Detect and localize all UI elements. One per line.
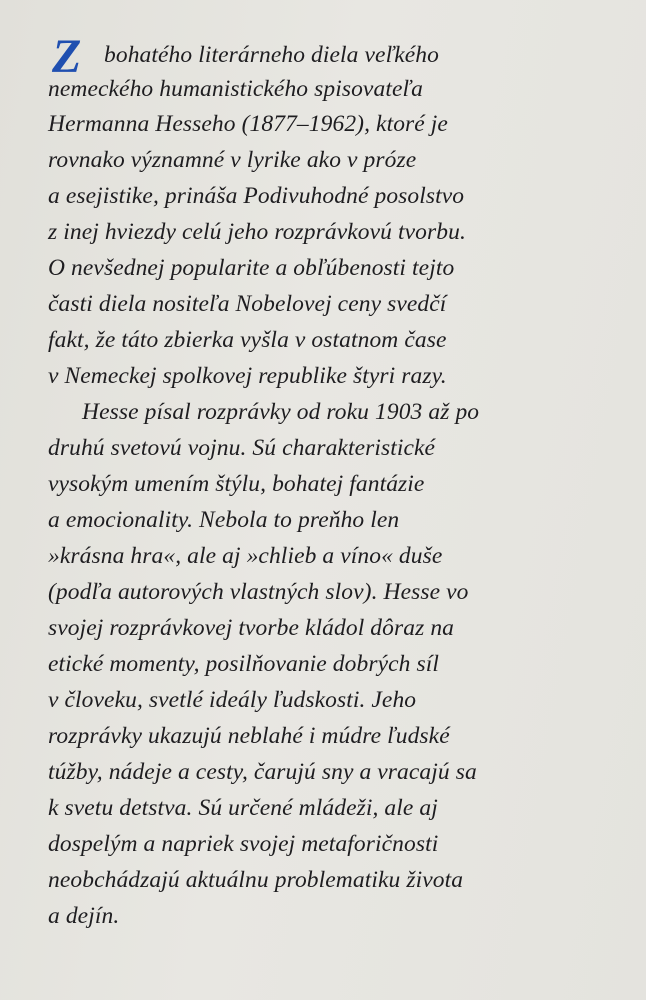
paragraph-2-line-7: svojej rozprávkovej tvorbe kládol dôraz na <box>48 615 455 641</box>
paragraph-2-line-3: vysokým umením štýlu, bohatej fantázie <box>48 471 425 497</box>
paragraph-1-line-8: časti diela nositeľa Nobelovej ceny svedčí <box>48 291 447 317</box>
paragraph-2-line-10: rozprávky ukazujú neblahé i múdre ľudské <box>48 723 450 749</box>
paragraph-1-line-7: O nevšednej popularite a obľúbenosti tejto <box>48 255 455 281</box>
paragraph-1-line-5: a esejistike, prináša Podivuhodné posolstvo <box>48 183 465 209</box>
paragraph-2-line-11: túžby, nádeje a cesty, čarujú sny a vracajú sa <box>48 759 477 785</box>
paragraph-1-line-2: nemeckého humanistického spisovateľa <box>48 76 423 102</box>
paragraph-2-line-14: neobchádzajú aktuálnu problematiku života <box>48 867 464 893</box>
paragraph-1-line-4: rovnako významné v lyrike ako v próze <box>48 147 417 173</box>
paragraph-2-line-4: a emocionality. Nebola to preňho len <box>48 507 400 533</box>
paragraph-1-line-1: bohatého literárneho diela veľkého <box>104 42 439 68</box>
paragraph-2-line-8: etické momenty, posilňovanie dobrých síl <box>48 651 439 677</box>
paragraph-2-line-9: v človeku, svetlé ideály ľudskosti. Jeho <box>48 687 417 713</box>
paragraph-1-line-10: v Nemeckej spolkovej republike štyri razy. <box>48 363 447 389</box>
paragraph-2-line-5: »krásna hra«, ale aj »chlieb a víno« duše <box>48 543 443 569</box>
paragraph-2-line-2: druhú svetovú vojnu. Sú charakteristické <box>48 435 436 461</box>
paragraph-2-line-12: k svetu detstva. Sú určené mládeži, ale aj <box>48 795 438 821</box>
drop-cap-initial: Z <box>52 30 82 83</box>
paragraph-2-line-6: (podľa autorových vlastných slov). Hesse vo <box>48 579 469 605</box>
paragraph-2-line-13: dospelým a napriek svojej metaforičnosti <box>48 831 439 857</box>
paragraph-1-line-9: fakt, že táto zbierka vyšla v ostatnom čase <box>48 327 447 353</box>
paragraph-1-line-3: Hermanna Hesseho (1877–1962), ktoré je <box>48 111 448 137</box>
paragraph-1-line-6: z inej hviezdy celú jeho rozprávkovú tvorbu. <box>48 219 466 245</box>
paragraph-2-line-1: Hesse písal rozprávky od roku 1903 až po <box>82 399 480 425</box>
paragraph-2-line-15: a dejín. <box>48 903 120 929</box>
